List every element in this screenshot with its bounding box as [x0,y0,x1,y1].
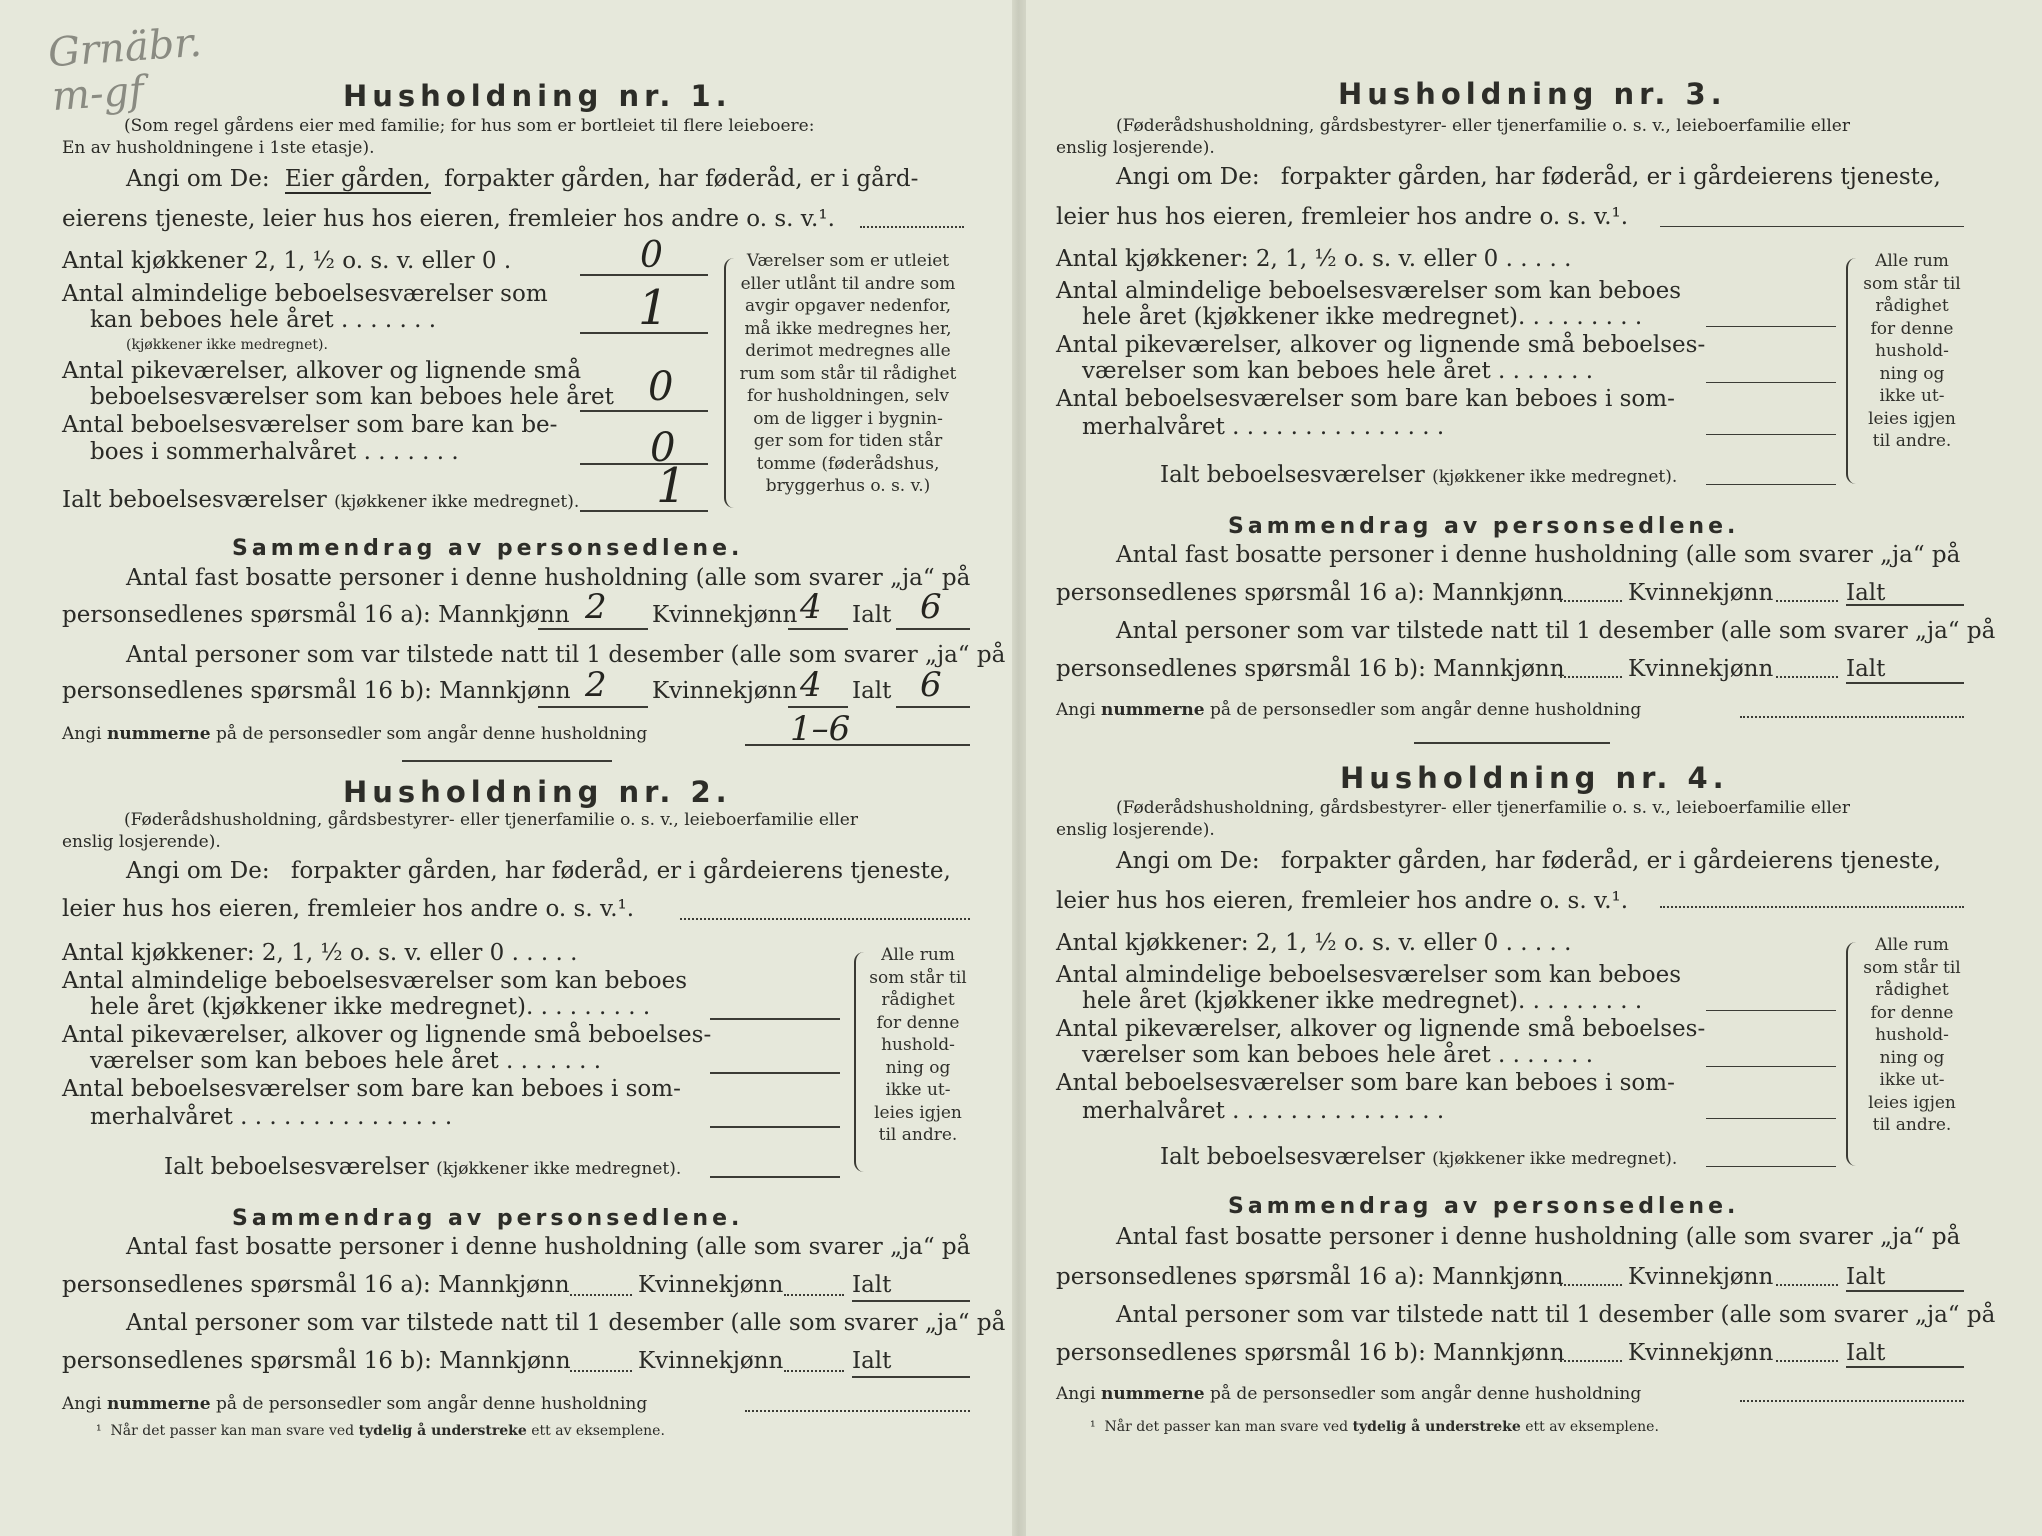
h1-nummer-pre: Angi [62,724,102,744]
h2-nummer-pre: Angi [62,1394,102,1414]
h2-note-2: enslig losjerende). [62,832,221,852]
h4-summary-16b: personsedlenes spørsmål 16 b): Mannkjønn [1056,1340,1565,1366]
h2-nummer-bold: nummerne [106,1394,211,1414]
h3-nummer-pre: Angi [1056,700,1096,720]
h2-summary-16a: personsedlenes spørsmål 16 a): Mannkjønn [62,1272,570,1298]
h3-summary-16a: personsedlenes spørsmål 16 a): Mannkjønn [1056,580,1564,606]
h1-angi-underlined-eier: Eier gården, [284,166,431,192]
h4-summary-line-3: Antal personer som var tilstede natt til 1 desember (alle som svarer „ja“ på [1116,1302,1996,1328]
h4-note-1: (Føderådshusholdning, gårdsbestyrer- eller tjenerfamilie o. s. v., leieboerfamilie eller [1116,798,1850,818]
h3-row-alm-a: Antal almindelige beboelsesværelser som kan beboes [1056,278,1682,304]
footnote-left [96,1424,665,1438]
h3-summary-16a-kv: Kvinnekjønn [1628,580,1774,606]
h3-row-ialt-label: Ialt beboelsesværelser [1160,462,1425,488]
h1-ialt-16a: 6 [920,587,942,627]
h4-row-sommer-b: merhalvåret . . . . . . . . . . . . . . . [1082,1098,1445,1124]
footnote-left-bold: tydelig å understreke [358,1423,527,1439]
h2-row-sommer-a: Antal beboelsesværelser som bare kan beboes i som- [62,1076,681,1102]
h3-summary-16b-ialt: Ialt [1846,656,1886,682]
footnote-right-post: ett av eksemplene. [1525,1419,1659,1435]
h1-row-sommer-b: boes i sommerhalvåret . . . . . . . [90,439,459,465]
h1-angi-prefix: Angi om De: [126,166,270,192]
h2-summary-title: Sammendrag av personsedlene. [232,1206,744,1231]
h2-row-ialt [164,1156,681,1179]
h3-nummer-bold: nummerne [1100,700,1205,720]
h3-summary-16b-kv: Kvinnekjønn [1628,656,1774,682]
h4-summary-16b-kv: Kvinnekjønn [1628,1340,1774,1366]
h3-summary-16b: personsedlenes spørsmål 16 b): Mannkjønn [1056,656,1565,682]
h3-summary-line-3: Antal personer som var tilstede natt til 1 desember (alle som svarer „ja“ på [1116,618,1996,644]
h2-angi-line-1 [126,860,951,883]
h2-row-pike-b: værelser som kan beboes hele året . . . . . . . [90,1048,602,1074]
h2-angi-suffix: forpakter gården, har føderåd, er i gårdeierens tjeneste, [290,858,951,884]
h1-title: Husholdning nr. 1. [343,79,732,113]
h1-row-alm-b: kan beboes hele året . . . . . . . [90,307,437,333]
h4-summary-16a-kv: Kvinnekjønn [1628,1264,1774,1290]
h1-angi-line-2: eierens tjeneste, leier hus hos eieren, fremleier hos andre o. s. v.¹. [62,206,835,232]
footnote-left-pre: Når det passer kan man svare ved [110,1423,355,1439]
h3-note-1: (Føderådshusholdning, gårdsbestyrer- eller tjenerfamilie o. s. v., leieboerfamilie eller [1116,116,1850,136]
h2-summary-16b-kv: Kvinnekjønn [638,1348,784,1374]
h4-angi-prefix: Angi om De: [1116,848,1260,874]
h1-summary-16a-kv: Kvinnekjønn [652,602,798,628]
h1-summary-16a-ialt: Ialt [852,602,892,628]
h3-summary-16a-ialt: Ialt [1846,580,1886,606]
h2-summary-16a-kv: Kvinnekjønn [638,1272,784,1298]
h3-row-sommer-b: merhalvåret . . . . . . . . . . . . . . . [1082,414,1445,440]
h4-angi-line-1 [1116,850,1941,873]
h1-note-2: En av husholdningene i 1ste etasje). [62,138,375,158]
h2-row-ialt-note: (kjøkkener ikke medregnet). [436,1159,682,1179]
h4-summary-line-1: Antal fast bosatte personer i denne husholdning (alle som svarer „ja“ på [1116,1224,1961,1250]
h1-value-pike: 0 [648,364,674,410]
footnote-right-pre: Når det passer kan man svare ved [1104,1419,1349,1435]
h4-title: Husholdning nr. 4. [1340,761,1729,795]
h1-mann-16a: 2 [585,587,607,627]
h4-row-pike-b: værelser som kan beboes hele året . . . . . . . [1082,1042,1594,1068]
h1-ialt-16b: 6 [920,665,942,705]
h3-side-note: Alle rum som står til rådighet for denne hushold- ning og ikke ut- leies igjen til andre. [1863,251,1961,451]
footnote-right-bold: tydelig å understreke [1352,1419,1521,1435]
h1-mann-16b: 2 [585,665,607,705]
h2-row-pike-a: Antal pikeværelser, alkover og lignende små beboelses- [62,1022,712,1048]
h3-row-ialt [1160,464,1677,487]
h3-row-sommer-a: Antal beboelsesværelser som bare kan beboes i som- [1056,386,1675,412]
footnote-left-post: ett av eksemplene. [531,1423,665,1439]
h1-summary-title: Sammendrag av personsedlene. [232,536,744,561]
h3-summary-line-1: Antal fast bosatte personer i denne husholdning (alle som svarer „ja“ på [1116,542,1961,568]
h1-row-alm-c: (kjøkkener ikke medregnet). [126,337,328,353]
h4-side-note: Alle rum som står til rådighet for denne hushold- ning og ikke ut- leies igjen til andre. [1863,935,1961,1135]
h3-row-pike-b: værelser som kan beboes hele året . . . . . . . [1082,358,1594,384]
h1-summary-16b: personsedlenes spørsmål 16 b): Mannkjønn [62,678,571,704]
h1-angi-line-1 [126,168,918,191]
h4-note-2: enslig losjerende). [1056,820,1215,840]
h4-nummer-bold: nummerne [1100,1384,1205,1404]
h1-value-alm: 1 [638,280,669,336]
h1-summary-line-3: Antal personer som var tilstede natt til 1 desember (alle som svarer „ja“ på [126,642,1006,668]
h4-summary-title: Sammendrag av personsedlene. [1228,1194,1740,1219]
h1-kvinne-16a: 4 [800,587,822,627]
h4-summary-16a-ialt: Ialt [1846,1264,1886,1290]
footnote-left-mark: ¹ [96,1423,102,1439]
footnote-right-mark: ¹ [1090,1419,1096,1435]
h2-title: Husholdning nr. 2. [343,775,732,809]
h3-title: Husholdning nr. 3. [1338,77,1727,111]
h2-row-ialt-label: Ialt beboelsesværelser [164,1154,429,1180]
h1-nummer [62,726,647,743]
h1-value-nummer: 1–6 [790,709,851,749]
h4-summary-16b-ialt: Ialt [1846,1340,1886,1366]
h4-nummer-pre: Angi [1056,1384,1096,1404]
h1-row-pike-b: beboelsesværelser som kan beboes hele året [90,384,614,410]
h3-row-alm-b: hele året (kjøkkener ikke medregnet). . . . . . . . . [1082,304,1643,330]
h2-row-sommer-b: merhalvåret . . . . . . . . . . . . . . . [90,1104,453,1130]
h2-angi-prefix: Angi om De: [126,858,270,884]
footnote-right [1090,1420,1659,1434]
h1-value-sommer: 0 [650,425,676,471]
h4-row-ialt [1160,1146,1677,1169]
h3-row-pike-a: Antal pikeværelser, alkover og lignende små beboelses- [1056,332,1706,358]
h3-angi-suffix: forpakter gården, har føderåd, er i gårdeierens tjeneste, [1280,164,1941,190]
h1-value-kjokken: 0 [640,235,663,276]
h3-row-kjokken: Antal kjøkkener: 2, 1, ½ o. s. v. eller 0 . . . . . [1056,246,1572,272]
h2-nummer-post: på de personsedler som angår denne husholdning [216,1394,648,1414]
h1-row-pike-a: Antal pikeværelser, alkover og lignende små [62,358,582,384]
h4-row-sommer-a: Antal beboelsesværelser som bare kan beboes i som- [1056,1070,1675,1096]
h2-note-1: (Føderådshusholdning, gårdsbestyrer- eller tjenerfamilie o. s. v., leieboerfamilie eller [124,810,858,830]
h1-kvinne-16b: 4 [800,665,822,705]
h2-summary-line-3: Antal personer som var tilstede natt til 1 desember (alle som svarer „ja“ på [126,1310,1006,1336]
h4-row-pike-a: Antal pikeværelser, alkover og lignende små beboelses- [1056,1016,1706,1042]
h1-row-alm-a: Antal almindelige beboelsesværelser som [62,281,548,307]
h4-nummer [1056,1386,1641,1403]
h3-angi-prefix: Angi om De: [1116,164,1260,190]
h1-summary-16b-kv: Kvinnekjønn [652,678,798,704]
h1-value-ialt: 1 [656,458,687,514]
h1-summary-16b-ialt: Ialt [852,678,892,704]
page-fold [1012,0,1026,1536]
h1-row-kjokken: Antal kjøkkener 2, 1, ½ o. s. v. eller 0 . [62,248,512,274]
h2-row-kjokken: Antal kjøkkener: 2, 1, ½ o. s. v. eller 0 . . . . . [62,940,578,966]
h3-summary-title: Sammendrag av personsedlene. [1228,514,1740,539]
h1-side-note: Værelser som er utleiet eller utlånt til andre som avgir opgaver nedenfor, må ikke medregnes her, derimot medregnes alle rum som står til rådighet for husholdningen, selv om de ligger i bygnin- ger som for tiden står tomme (føderådshus, bryggerhus o. s. v.) [739,251,957,496]
h1-angi-suffix: forpakter gården, har føderåd, er i gård- [444,166,919,192]
h1-separator [402,760,612,762]
h2-summary-16a-ialt: Ialt [852,1272,892,1298]
h2-summary-line-1: Antal fast bosatte personer i denne husholdning (alle som svarer „ja“ på [126,1234,971,1260]
h1-summary-16a: personsedlenes spørsmål 16 a): Mannkjønn [62,602,570,628]
h3-separator [1414,742,1610,744]
h2-angi-line-2: leier hus hos eieren, fremleier hos andre o. s. v.¹. [62,896,635,922]
h4-row-ialt-label: Ialt beboelsesværelser [1160,1144,1425,1170]
h1-nummer-post: på de personsedler som angår denne husholdning [216,724,648,744]
h4-angi-line-2: leier hus hos eieren, fremleier hos andre o. s. v.¹. [1056,888,1629,914]
h3-angi-line-1 [1116,166,1941,189]
h3-note-2: enslig losjerende). [1056,138,1215,158]
h1-nummer-bold: nummerne [106,724,211,744]
h1-row-sommer-a: Antal beboelsesværelser som bare kan be- [62,412,558,438]
pencil-note-2: m-gf [50,67,146,121]
h3-row-ialt-note: (kjøkkener ikke medregnet). [1432,467,1678,487]
h2-row-alm-a: Antal almindelige beboelsesværelser som kan beboes [62,968,688,994]
h4-row-alm-b: hele året (kjøkkener ikke medregnet). . . . . . . . . [1082,988,1643,1014]
h2-row-alm-b: hele året (kjøkkener ikke medregnet). . . . . . . . . [90,994,651,1020]
h2-nummer [62,1396,647,1413]
h2-summary-16b-ialt: Ialt [852,1348,892,1374]
h4-row-kjokken: Antal kjøkkener: 2, 1, ½ o. s. v. eller 0 . . . . . [1056,930,1572,956]
h1-row-ialt [62,489,579,512]
h2-summary-16b: personsedlenes spørsmål 16 b): Mannkjønn [62,1348,571,1374]
h4-nummer-post: på de personsedler som angår denne husholdning [1210,1384,1642,1404]
h4-row-alm-a: Antal almindelige beboelsesværelser som kan beboes [1056,962,1682,988]
h4-angi-suffix: forpakter gården, har føderåd, er i gårdeierens tjeneste, [1280,848,1941,874]
h1-row-ialt-label: Ialt beboelsesværelser [62,487,327,513]
h4-row-ialt-note: (kjøkkener ikke medregnet). [1432,1149,1678,1169]
h1-row-ialt-note: (kjøkkener ikke medregnet). [334,492,580,512]
h3-nummer-post: på de personsedler som angår denne husholdning [1210,700,1642,720]
h1-note-1: (Som regel gårdens eier med familie; for hus som er bortleiet til flere leieboere: [124,116,815,136]
h3-angi-line-2: leier hus hos eieren, fremleier hos andre o. s. v.¹. [1056,204,1629,230]
h2-side-note: Alle rum som står til rådighet for denne hushold- ning og ikke ut- leies igjen til andre. [869,945,967,1145]
h3-nummer [1056,702,1641,719]
h1-summary-line-1: Antal fast bosatte personer i denne husholdning (alle som svarer „ja“ på [126,565,971,591]
pencil-note-1: Grnäbr. [46,19,204,77]
h4-summary-16a: personsedlenes spørsmål 16 a): Mannkjønn [1056,1264,1564,1290]
